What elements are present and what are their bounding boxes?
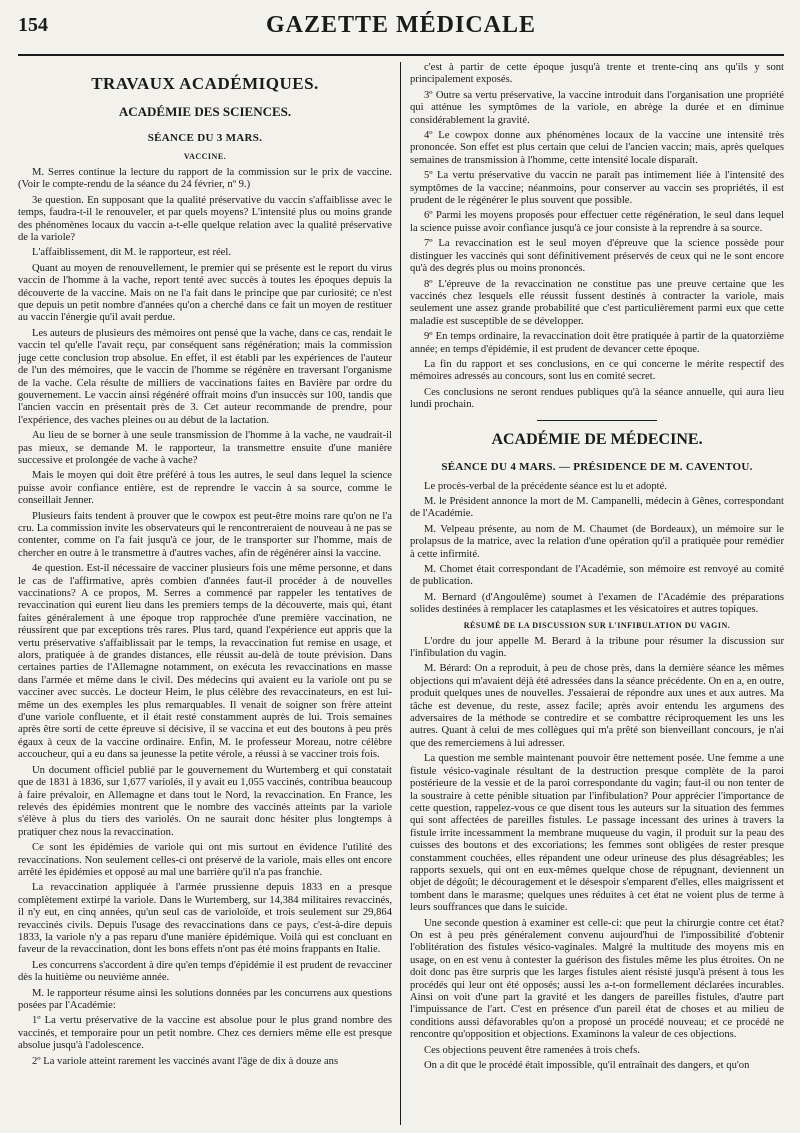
paragraph: Ce sont les épidémies de variole qui ont mis surtout en évidence l'utilité des revaccinations. Non seulement celles-ci ont préservé de la variole, mais elles ont encore arrêté les épidémies et opposé au mal une barrière qu'il n'a pas franchie. <box>18 842 392 878</box>
paragraph: La revaccination appliquée à l'armée prussienne depuis 1833 en a presque complètement extirpé la variole. Dans le Wurtemberg, sur 14,384 militaires revaccinés, il n'y eut, en cinq années, qu'un seul cas de varioloïde, et trois seulement sur 29,864 revaccinés civils. Depuis l'usage des revaccinations dans ce pays, c'est-à-dire depuis 1833, la variole n'y a pas reparu d'une manière épidémique. Voilà qui est concluant en faveur de la revaccination, dont les bons effets n'ont pas été moins frappants en Italie. <box>18 882 392 956</box>
paragraph: Quant au moyen de renouvellement, le premier qui se présente est le report du virus vaccin de l'homme à la vache, report tenté avec succès à toutes les époques depuis la découverte de la vaccine. Mais on ne l'a fait dans le principe que par curiosité; ce n'est que depuis un petit nombre d'années qu'on a cherché dans ce fait un moyen de restituer au vaccin l'énergie qu'il avait perdue. <box>18 262 392 324</box>
page-header <box>18 10 784 56</box>
paragraph: 8º L'épreuve de la revaccination ne constitue pas une preuve certaine que les vaccinés chez lesquels elle réussit fussent destinés à contracter la variole, mais seulement une assez grande probabilité que c'est particulièrement parmi eux que cette maladie est susceptible de se développer. <box>410 278 784 327</box>
paragraph: Le procès-verbal de la précédente séance est lu et adopté. <box>424 480 667 492</box>
page <box>18 10 784 1125</box>
paragraph: 4º Le cowpox donne aux phénomènes locaux de la vaccine une intensité très prononcée. Son effet est plus certain que celui de l'ancien vaccin; mais, après quelques semaines de transmission à l'homme, cette intensité locale disparaît. <box>410 130 784 166</box>
paragraph: M. le rapporteur résume ainsi les solutions données par les concurrens aux questions posées par l'Académie: <box>18 987 392 1011</box>
paragraph: M. Serres continue la lecture du rapport de la commission sur le prix de vaccine. (Voir le compte-rendu de la séance du 24 février, nº 9.) <box>18 167 392 191</box>
column-divider <box>400 62 401 1125</box>
session-heading: SÉANCE DU 3 MARS. <box>147 132 263 144</box>
paragraph: 3º Outre sa vertu préservative, la vaccine introduit dans l'organisation une propriété qui atténue les symptômes de la variole, en abrège la durée et en diminue considérablement la gravité. <box>410 89 784 126</box>
report-conclusions <box>410 62 784 412</box>
subsection-title: ACADÉMIE DES SCIENCES. <box>118 104 292 119</box>
page-number: 154 <box>18 14 48 36</box>
paragraph: M. Bernard (d'Angoulême) soumet à l'examen de l'Académie des préparations solides destinées à remplacer les cataplasmes et les vésicatoires et autres topiques. <box>410 591 784 616</box>
paragraph: Ces objections peuvent être ramenées à trois chefs. <box>424 1044 640 1056</box>
section-rule <box>537 420 657 421</box>
paragraph: 1º La vertu préservative de la vaccine est absolue pour le plus grand nombre des vaccinés, et temporaire pour un petit nombre. Chez ces derniers même elle est presque absolue jusqu'à l'adolescence. <box>18 1015 392 1052</box>
paragraph: M. le Président annonce la mort de M. Campanelli, médecin à Gênes, correspondant de l'Académie. <box>410 495 784 520</box>
paragraph: Au lieu de se borner à une seule transmission de l'homme à la vache, ne vaudrait-il pas mieux, se demande M. le rapporteur, la transmettre ensuite d'une manière successive et prolongée de vache à vache? <box>18 430 392 466</box>
paragraph: Un document officiel publié par le gouvernement du Wurtemberg et qui constatait que de 1831 à 1836, sur 1,677 variolés, il y avait eu 1,055 vaccinés, contribua beaucoup à faire prévaloir, en Allemagne et dans tout le Nord, la revaccination. En France, les relevés des épidémies montrent que le nombre des vaccinés atteints par la variole s'élève à plus du tiers des variolés. On ne saurait donc hésiter plus longtemps à pratiquer chez nous la revaccination. <box>18 764 392 838</box>
left-column <box>18 62 392 1125</box>
paragraph: 7º La revaccination est le seul moyen d'épreuve que la science possède pour distinguer les vaccinés qui sont définitivement préservés de ceux qui ne le sont encore qu'à des degrés plus ou moins prononcés. <box>410 238 784 275</box>
session-paragraphs <box>410 481 784 617</box>
paragraph: La fin du rapport et ses conclusions, en ce qui concerne le mérite respectif des mémoires adressés au concours, sont lus en comité secret. <box>410 358 784 383</box>
paragraph: 4e question. Est-il nécessaire de vacciner plusieurs fois une même personne, et dans le cas de l'affirmative, après combien d'années faut-il procéder à de nouvelles vaccinations? A ce propos, M. Serres a commencé par rappeler les tentatives de revaccination qui eurent lieu dans les premiers temps de la découverte, mais qui, étant faites généralement à une époque trop rapprochée d'une première vaccination, ne réussirent que par exceptions très rares. Plus tard, quand l'expérience eut appris que la vertu préservative s'affaiblissait par le temps, la revaccination fut remise en usage, et alors, pratiquée à de grandes distances, elle réussit au-delà de toute prévision. Dans certaines parties de l'Allemagne notamment, on exécuta les revaccinations en masse dans l'armée et même dans le civil. Des médecins qui avaient eu la variole ont pu se vacciner avec succès. Le docteur Heim, le plus célèbre des revaccinateurs, en est lui-même un des exemples les plus remarquables. Il venait de soigner son frère atteint d'une variole confluente, et il était resté constamment auprès de lui. Trois semaines après être sorti de cette épreuve si décisive, il se vaccina et eut des boutons à peu près égaux à ceux de la vaccine ordinaire. Enfin, M. le professeur Moreau, notre célèbre accoucheur, qui a eu dans sa jeunesse la petite vérole, a réussi à se vacciner trois fois. <box>18 563 392 761</box>
subsection-title-medecine: ACADÉMIE DE MÉDECINE. <box>491 430 703 448</box>
paragraph: Ces conclusions ne seront rendues publiques qu'à la séance annuelle, qui aura lieu lundi prochain. <box>410 386 784 411</box>
two-column-body <box>18 62 784 1125</box>
paragraph: Plusieurs faits tendent à prouver que le cowpox est peut-être moins rare qu'on ne l'a cru. La commission invite les observateurs qui le rencontreraient de nouveau à ne pas se contenter, comme on l'a fait jusqu'à ce jour, de le transporter sur l'homme, mais de chercher en outre à le transmettre à d'autres vaches, afin de régénérer ainsi la vaccine. <box>18 510 392 559</box>
paragraph: 5º La vertu préservative du vaccin ne paraît pas intimement liée à l'intensité des symptômes de la vaccine; néanmoins, pour conserver au vaccin ses propriétés, il est prudent de le régénérer le plus souvent que possible. <box>410 170 784 207</box>
paragraph: Mais le moyen qui doit être préféré à tous les autres, le seul dans lequel la science puisse avoir confiance entière, est de reprendre le vaccin à sa source, comme le conseillait Jenner. <box>18 470 392 507</box>
paragraph: 6º Parmi les moyens proposés pour effectuer cette régénération, le seul dans lequel la science puisse avoir confiance jusqu'à ce jour consiste à la reprendre à sa source. <box>410 210 784 234</box>
paragraph: 2º La variole atteint rarement les vaccinés avant l'âge de dix à douze ans <box>32 1055 339 1067</box>
paragraph: M. Chomet était correspondant de l'Académie, son mémoire est renvoyé au comité de publication. <box>410 564 784 588</box>
right-column <box>410 62 784 1125</box>
paragraph: Une seconde question à examiner est celle-ci: que peut la chirurgie contre cet état? On est à peu près généralement convenu aujourd'hui de l'impossibilité d'obtenir l'oblitération des fistules vésico-vaginales. Malgré la multitude des moyens mis en usage, on en est venu à contester la guérison des fistules même les plus étroites. On ne doit donc pas être surpris que les larges fistules aient résisté jusqu'à présent à tous les procédés qui leur ont été opposés; aussi les a-t-on formellement déclarées incurables. Ainsi on voit d'une part la gravité et les dangers de pareilles fistules, d'autre part l'impuissance de l'art. C'est en présence d'un pareil état de choses et au milieu de conditions aussi défavorables qu'on a proposé un procédé nouveau; et ce procédé ne rencontre qu'opposition et objections. Examinons la valeur de ces objections. <box>410 917 784 1041</box>
section-title: TRAVAUX ACADÉMIQUES. <box>91 74 319 93</box>
journal-title: GAZETTE MÉDICALE <box>265 12 537 38</box>
session-heading-medecine: SÉANCE DU 4 MARS. — PRÉSIDENCE DE M. CAVENTOU. <box>441 460 753 473</box>
paragraph: M. Velpeau présente, au nom de M. Chaumet (de Bordeaux), un mémoire sur le prolapsus de la matrice, avec la relation d'une opération qu'il a pratiquée pour remédier à cette infirmité. <box>410 523 784 560</box>
paragraph: 3e question. En supposant que la qualité préservative du vaccin s'affaiblisse avec le temps, faudra-t-il le renouveler, et par quels moyens? L'intensité plus ou moins grande des phénomènes locaux du vaccin a-t-elle quelque relation avec la qualité préservative de la variole? <box>18 194 392 244</box>
left-paragraphs <box>18 167 392 1068</box>
paragraph: L'affaiblissement, dit M. le rapporteur, est réel. <box>32 247 231 259</box>
paragraph: L'ordre du jour appelle M. Berard à la tribune pour résumer la discussion sur l'infibulation du vagin. <box>410 635 784 660</box>
paragraph: La question me semble maintenant pouvoir être nettement posée. Une femme a une fistule vésico-vaginale résultant de la destruction presque complète de la paroi postérieure de la vessie et de la paroi correspondante du vagin; faut-il ou non tenter de la soustraire à cette pénible situation par l'infibulation? Pour apprécier l'importance de cette question, rappelez-vous ce que disent tous les auteurs sur la situation des femmes qui sont affectées de pareilles fistules. Le passage incessant des urines à travers la fistule irrite incessamment la membrane muqueuse du vagin, il produit sur la peau des cuisses des boutons et des excoriations; les femmes sont obligées de rester presque constamment couchées, elles répandent une odeur urineuse des plus désagréables; les rapports sexuels, qui ont en eux-mêmes quelque chose de répugnant, deviennent un objet de dégoût; le découragement et le désespoir s'emparent d'elles, elles maigrissent et tombent dans le marasme; quelques unes réduites à cet état ne voient plus de terme à leurs souffrances que dans le suicide. <box>410 753 784 914</box>
paragraph: M. Bérard: On a reproduit, à peu de chose près, dans la dernière séance les mêmes objections qui m'avaient déjà été adressées dans la séance précédente. On en a, en outre, produit quelques unes de nouvelles. J'essaierai de répondre aux unes et aux autres. Ma tâche est devenue, du reste, assez facile; après avoir entendu les argumens des adversaires de la méthode se contredire et se combattre réciproquement les uns les autres. Quant à celui de mes collègues qui m'a prêté son bienveillant concours, je n'ai que des remerciemens à lui adresser. <box>410 663 784 749</box>
paragraph: On a dit que le procédé était impossible, qu'il entraînait des dangers, et qu'on <box>424 1060 750 1072</box>
discussion-paragraphs <box>410 636 784 1073</box>
paragraph: Les concurrens s'accordent à dire qu'en temps d'épidémie il est prudent de revacciner dès la huitième ou neuvième année. <box>18 959 392 984</box>
paragraph: 9º En temps ordinaire, la revaccination doit être pratiquée à partir de la quatorzième année; en temps d'épidémie, il est prudent de devancer cette époque. <box>410 331 784 355</box>
paragraph: c'est à partir de cette époque jusqu'à trente et trente-cinq ans qu'ils y sont principalement exposés. <box>410 62 784 86</box>
topic-heading: VACCINE. <box>183 152 227 161</box>
paragraph: Les auteurs de plusieurs des mémoires ont pensé que la vache, dans ce cas, rendait le vaccin tel qu'elle l'avait reçu, par conséquent sans régénération; mais la commission juge cette conclusion trop absolue. En effet, il est établi par les expériences de l'auteur de l'un des mémoires, que le vaccin de l'homme se régénère en traversant l'organisme de la vache. Cela résulte de milliers de vaccinations faites en Bavière par ordre du gouvernement. Le vaccin ainsi régénéré offrait moins d'un insuccès sur 100, tandis que l'ancien vaccin en présentait près de 3. Cet auteur recommande de prendre, pour l'expérience, des vaches pleines ou au début de la lactation. <box>18 327 392 426</box>
discussion-heading: RÉSUMÉ DE LA DISCUSSION SUR L'INFIBULATION DU VAGIN. <box>463 620 731 630</box>
